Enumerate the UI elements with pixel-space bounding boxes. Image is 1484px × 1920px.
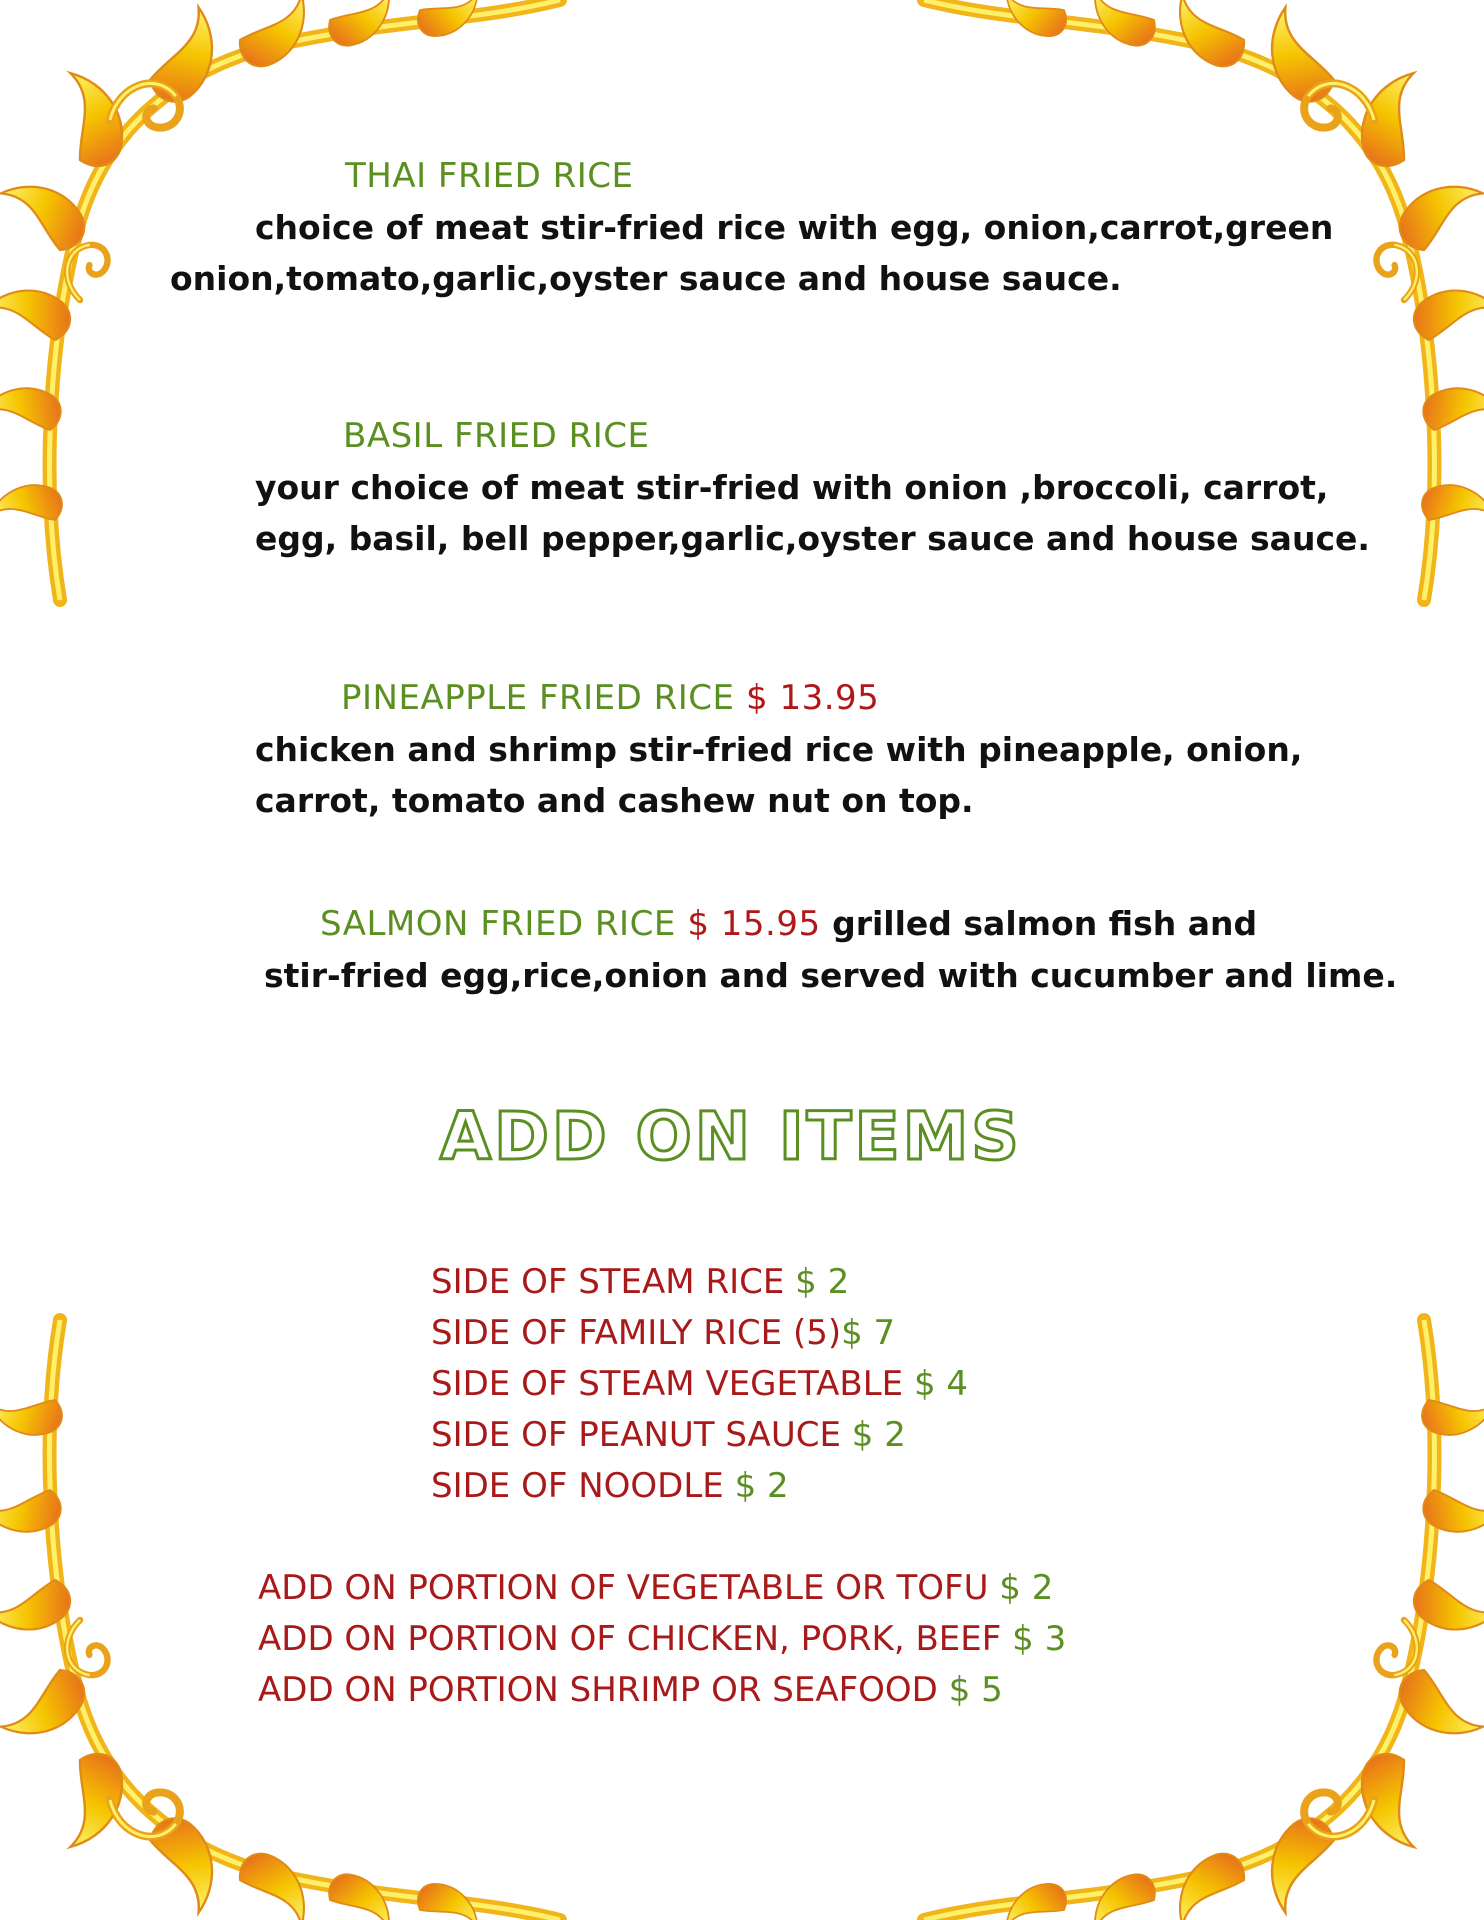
addon-label: SIDE OF PEANUT SAUCE [431,1415,841,1455]
menu-item-description: carrot, tomato and cashew nut on top. [255,781,974,820]
addon-price: $ 5 [948,1670,1003,1710]
menu-item-name: SALMON FRIED RICE [320,904,676,944]
menu-item-name: PINEAPPLE FRIED RICE [341,678,735,718]
menu-item-pineapple-fried-rice [255,672,1302,826]
list-item [431,1461,968,1512]
addon-price: $ 3 [1012,1619,1067,1659]
addon-label: ADD ON PORTION OF VEGETABLE OR TOFU [258,1568,989,1608]
addon-label: SIDE OF NOODLE [431,1466,724,1506]
addon-price: $ 2 [734,1466,789,1506]
list-item [258,1665,1066,1716]
addon-price: $ 2 [851,1415,906,1455]
list-item [258,1563,1066,1614]
list-item [431,1308,968,1359]
menu-item-price: $ 15.95 [687,904,821,944]
addon-price: $ 7 [841,1313,896,1353]
list-item [431,1359,968,1410]
menu-item-description: your choice of meat stir-fried with onion ,broccoli, carrot, [255,468,1329,507]
addon-label: SIDE OF STEAM VEGETABLE [431,1364,904,1404]
menu-item-price: $ 13.95 [746,678,880,718]
list-item [431,1410,968,1461]
menu-item-description: choice of meat stir-fried rice with egg, onion,carrot,green [255,208,1334,247]
menu-item-name: BASIL FRIED RICE [343,416,650,456]
addon-price: $ 2 [795,1262,850,1302]
addons-portions-list [258,1563,1066,1716]
menu-item-description: onion,tomato,garlic,oyster sauce and house sauce. [170,259,1122,298]
addon-label: ADD ON PORTION OF CHICKEN, PORK, BEEF [258,1619,1002,1659]
menu-item-description: grilled salmon fish and [832,904,1258,943]
addons-heading: ADD ON ITEMS [440,1098,1022,1175]
addons-sides-list [431,1257,968,1512]
menu-item-basil-fried-rice [255,410,1370,564]
menu-item-name: THAI FRIED RICE [345,156,634,196]
menu-item-salmon-fried-rice [264,898,1397,1001]
addon-label: SIDE OF STEAM RICE [431,1262,785,1302]
addon-price: $ 4 [913,1364,969,1404]
addon-price: $ 2 [999,1568,1054,1608]
menu-item-description: stir-fried egg,rice,onion and served with cucumber and lime. [264,956,1398,995]
list-item [431,1257,968,1308]
list-item [258,1614,1066,1665]
addon-label: SIDE OF FAMILY RICE (5) [431,1313,842,1353]
menu-item-description: egg, basil, bell pepper,garlic,oyster sauce and house sauce. [255,519,1370,558]
menu-item-description: chicken and shrimp stir-fried rice with pineapple, onion, [255,730,1303,769]
menu-item-thai-fried-rice [170,150,1333,304]
addon-label: ADD ON PORTION SHRIMP OR SEAFOOD [258,1670,938,1710]
